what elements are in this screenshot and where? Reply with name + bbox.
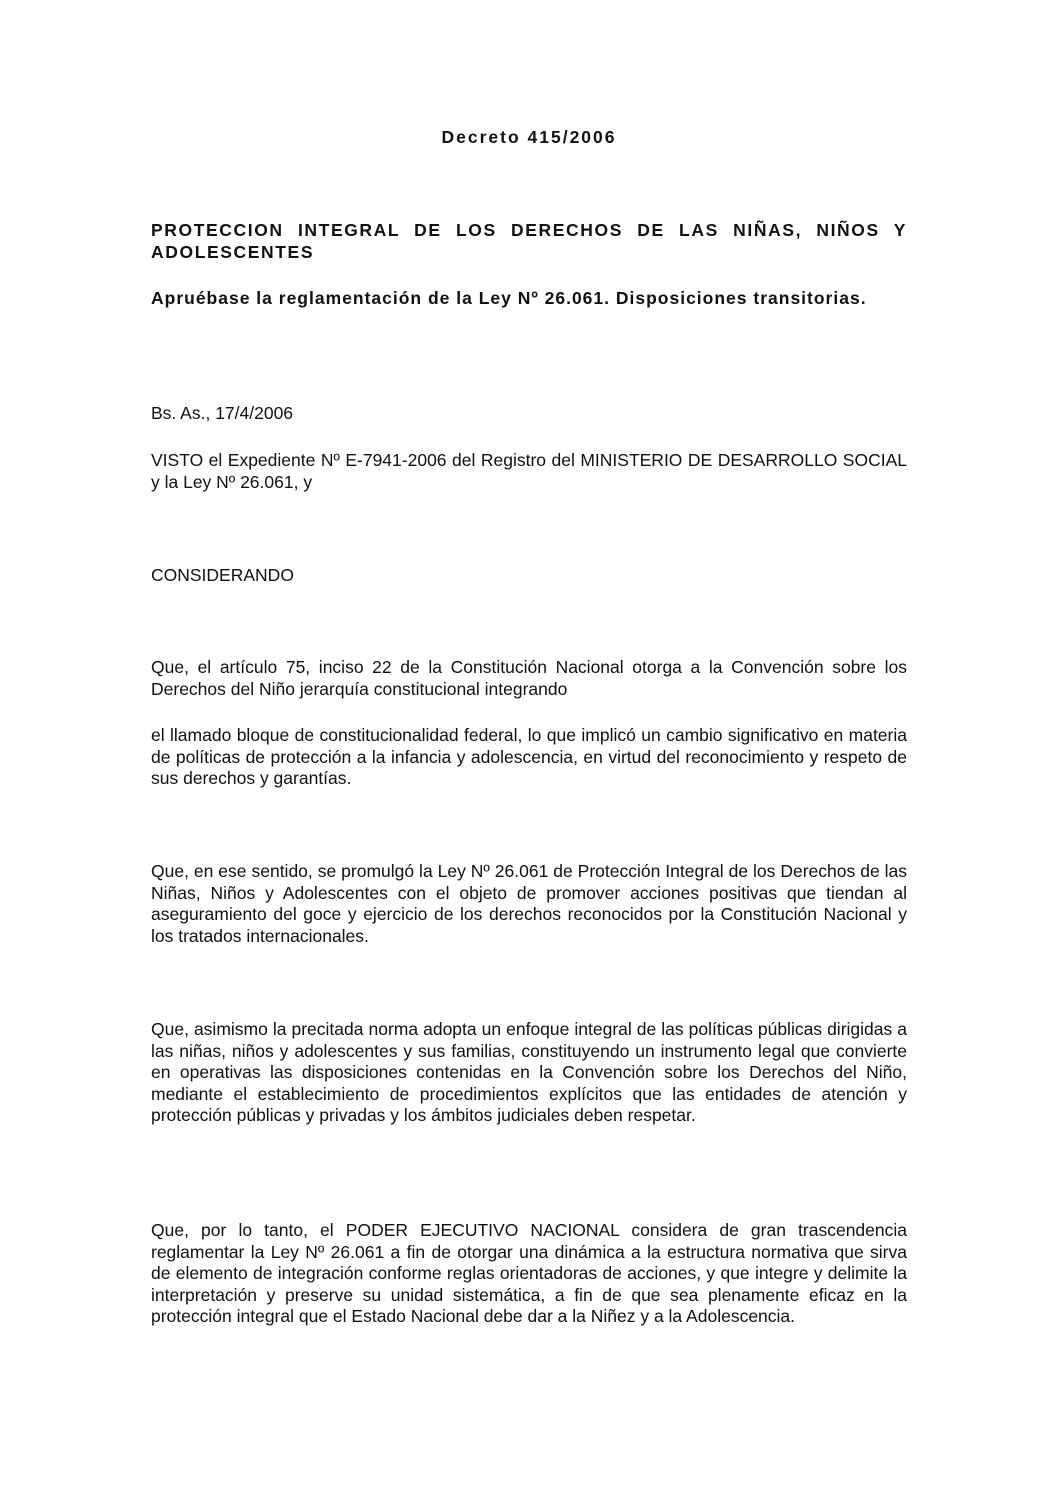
paragraph-1: Que, el artículo 75, inciso 22 de la Constitución Nacional otorga a la Convención sobre los Derechos del Niño jerarquía constitucional integrando (151, 657, 907, 699)
document-title: Decreto 415/2006 (441, 127, 617, 147)
document-subheading: Apruébase la reglamentación de la Ley Nº 26.061. Disposiciones transitorias. (151, 288, 867, 308)
paragraph-3: Que, en ese sentido, se promulgó la Ley Nº 26.061 de Protección Integral de los Derechos de las Niñas, Niños y Adolescentes con el objeto de promover acciones positivas que tiendan al aseguramiento del goce y ejercicio de los derechos reconocidos por la Constitución Nacional y los tratados internacionales. (151, 861, 907, 946)
paragraph-5: Que, por lo tanto, el PODER EJECUTIVO NACIONAL considera de gran trascendencia reglamentar la Ley Nº 26.061 a fin de otorgar una dinámica a la estructura normativa que sirva de elemento de integración conforme reglas orientadoras de acciones, y que integre y delimite la interpretación y preserve su unidad sistemática, a fin de que sea plenamente eficaz en la protección integral que el Estado Nacional debe dar a la Niñez y a la Adolescencia. (151, 1220, 907, 1327)
paragraph-4: Que, asimismo la precitada norma adopta un enfoque integral de las políticas públicas dirigidas a las niñas, niños y adolescentes y sus familias, constituyendo un instrumento legal que convierte en operativas las disposiciones contenidas en la Convención sobre los Derechos del Niño, mediante el establecimiento de procedimientos explícitos que las entidades de atención y protección públicas y privadas y los ámbitos judiciales deben respetar. (151, 1019, 907, 1126)
considerando-heading: CONSIDERANDO (151, 565, 294, 585)
visto-paragraph: VISTO el Expediente Nº E-7941-2006 del Registro del MINISTERIO DE DESARROLLO SOCIAL y la Ley Nº 26.061, y (151, 450, 907, 492)
paragraph-2: el llamado bloque de constitucionalidad federal, lo que implicó un cambio significativo en materia de políticas de protección a la infancia y adolescencia, en virtud del reconocimiento y respeto de sus derechos y garantías. (151, 725, 907, 789)
place-date: Bs. As., 17/4/2006 (151, 403, 294, 423)
document-heading: PROTECCION INTEGRAL DE LOS DERECHOS DE LAS NIÑAS, NIÑOS Y ADOLESCENTES (151, 220, 907, 262)
